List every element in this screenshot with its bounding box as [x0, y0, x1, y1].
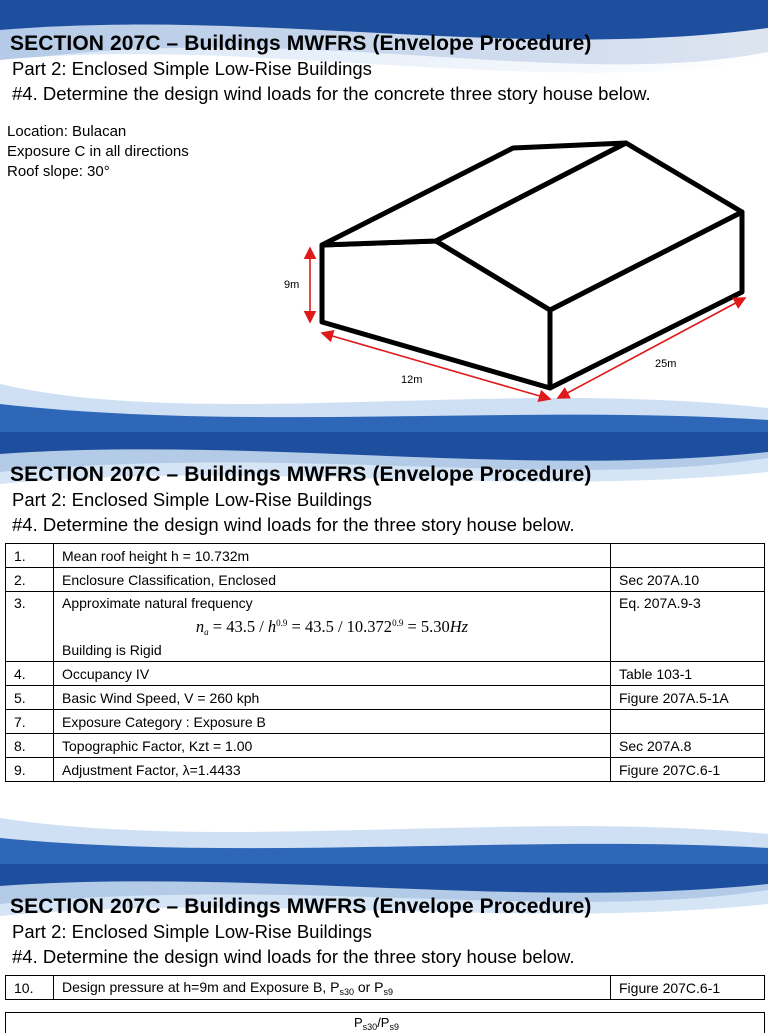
- row-description: Approximate natural frequency: [62, 595, 253, 611]
- row-desc-sub1: s30: [339, 986, 354, 997]
- problem-statement: #4. Determine the design wind loads for the three story house below.: [12, 514, 575, 535]
- row-description: Basic Wind Speed, V = 260 kph: [54, 686, 611, 710]
- row-desc-text: Design pressure at h=9m and Exposure B, P: [62, 978, 340, 995]
- table-row: [6, 544, 765, 568]
- slide-title: SECTION 207C – Buildings MWFRS (Envelope Procedure): [10, 463, 592, 486]
- frequency-formula: [62, 611, 602, 642]
- slide-1: [0, 0, 768, 432]
- row-desc-sub2: s9: [383, 986, 394, 997]
- row-reference: Figure 207C.6-1: [611, 976, 765, 1000]
- row-number: 2.: [6, 568, 54, 592]
- row-reference: Sec 207A.8: [611, 734, 765, 758]
- formula-lhs-sub: a: [204, 627, 209, 637]
- partial-header: [354, 1015, 399, 1032]
- rigid-note: Building is Rigid: [62, 642, 162, 658]
- slide-title: SECTION 207C – Buildings MWFRS (Envelope Procedure): [10, 895, 592, 918]
- parameter-table: [5, 543, 765, 782]
- formula-eq3: = 5.30: [403, 617, 450, 636]
- given-location: Location: Bulacan: [7, 123, 127, 140]
- row-description: Exposure Category : Exposure B: [54, 710, 611, 734]
- partial-sub2: s9: [389, 1022, 399, 1032]
- slide-3: [0, 864, 768, 1032]
- problem-statement: #4. Determine the design wind loads for the concrete three story house below.: [12, 83, 651, 104]
- part-heading: Part 2: Enclosed Simple Low-Rise Buildings: [12, 58, 372, 79]
- slide-title: SECTION 207C – Buildings MWFRS (Envelope Procedure): [10, 32, 592, 55]
- row-reference: Figure 207C.6-1: [611, 758, 765, 782]
- problem-statement: #4. Determine the design wind loads for the three story house below.: [12, 946, 575, 967]
- row-description-cell: [54, 592, 611, 662]
- row-number: 1.: [6, 544, 54, 568]
- given-roof-slope: Roof slope: 30°: [7, 163, 110, 180]
- row-reference: Eq. 207A.9-3: [611, 592, 765, 662]
- partial-table-box: [5, 1012, 765, 1033]
- table-row: [6, 710, 765, 734]
- width-label: 12m: [401, 374, 423, 386]
- row-reference: Figure 207A.5-1A: [611, 686, 765, 710]
- table-row: [6, 686, 765, 710]
- formula-lhs: n: [195, 617, 205, 636]
- part-heading: Part 2: Enclosed Simple Low-Rise Buildings: [12, 921, 372, 942]
- row-number: 10.: [6, 976, 54, 1000]
- row-number: 8.: [6, 734, 54, 758]
- row-number: 9.: [6, 758, 54, 782]
- table-row: [6, 758, 765, 782]
- table-row: [6, 592, 765, 662]
- table-row: [6, 568, 765, 592]
- row-description: Enclosure Classification, Enclosed: [54, 568, 611, 592]
- row-number: 5.: [6, 686, 54, 710]
- formula-h: h: [267, 617, 277, 636]
- slide-2: [0, 432, 768, 864]
- row-description: Mean roof height h = 10.732m: [54, 544, 611, 568]
- formula-unit: Hz: [449, 617, 469, 636]
- formula-eq2: = 43.5 / 10.372: [287, 617, 393, 636]
- row-reference: [611, 710, 765, 734]
- part-heading: Part 2: Enclosed Simple Low-Rise Buildings: [12, 489, 372, 510]
- formula-exp: 0.9: [276, 618, 288, 628]
- row-reference: Sec 207A.10: [611, 568, 765, 592]
- slide-footer-band: [0, 804, 768, 864]
- row-description: [54, 976, 611, 1000]
- table-row: [6, 662, 765, 686]
- parameter-table: [5, 975, 765, 1000]
- row-reference: [611, 544, 765, 568]
- row-reference: Table 103-1: [611, 662, 765, 686]
- partial-sub: s30: [362, 1022, 378, 1032]
- row-number: 3.: [6, 592, 54, 662]
- height-label: 9m: [284, 279, 300, 291]
- length-label: 25m: [655, 358, 677, 370]
- partial-rest: /P: [377, 1015, 390, 1030]
- row-description: Adjustment Factor, λ=1.4433: [54, 758, 611, 782]
- row-description: Topographic Factor, Kzt = 1.00: [54, 734, 611, 758]
- row-desc-or: or P: [353, 978, 384, 995]
- house-diagram: [0, 0, 768, 432]
- row-number: 4.: [6, 662, 54, 686]
- table-row: [6, 734, 765, 758]
- formula-eq1: = 43.5 /: [208, 617, 268, 636]
- row-description: Occupancy IV: [54, 662, 611, 686]
- given-exposure: Exposure C in all directions: [7, 143, 189, 160]
- table-row: [6, 976, 765, 1000]
- row-number: 7.: [6, 710, 54, 734]
- partial-label: P: [354, 1015, 363, 1030]
- formula-exp2: 0.9: [392, 618, 404, 628]
